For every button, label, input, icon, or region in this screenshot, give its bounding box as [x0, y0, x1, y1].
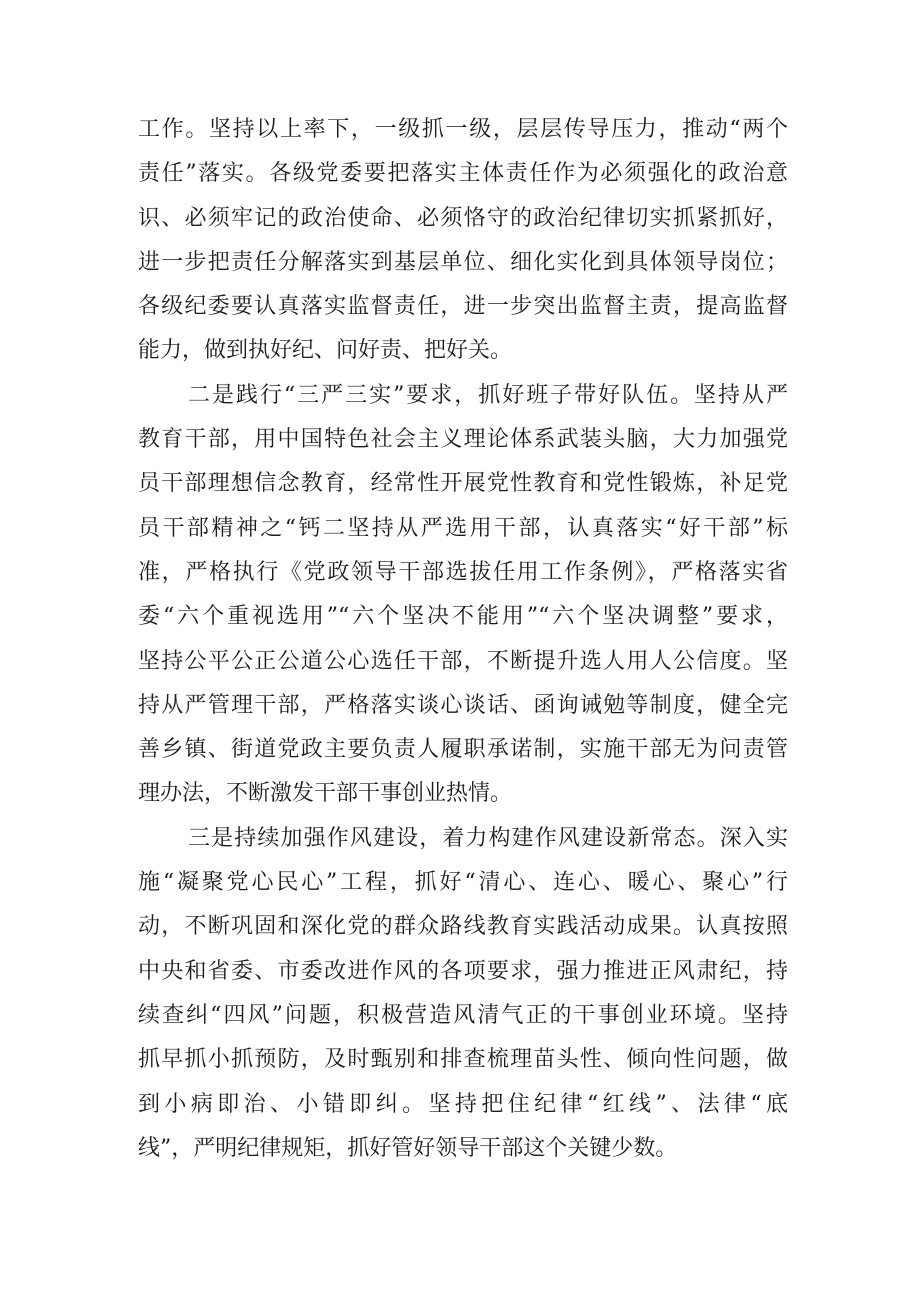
text-line: 续查纠“四风”问题，积极营造风清气正的干事创业环境。坚持 — [138, 1002, 788, 1028]
text-line: 持从严管理干部，严格落实谈心谈话、函询诫勉等制度，健全完 — [138, 692, 788, 718]
text-line: 教育干部，用中国特色社会主义理论体系武装头脑，大力加强党 — [138, 427, 788, 453]
text-line: 责任”落实。各级党委要把落实主体责任作为必须强化的政治意 — [138, 161, 788, 187]
paragraph-2 — [138, 374, 788, 817]
text-line: 识、必须牢记的政治使命、必须恪守的政治纪律切实抓紧抓好， — [138, 205, 788, 231]
text-line: 善乡镇、街道党政主要负责人履职承诺制，实施干部无为问责管 — [138, 737, 788, 763]
text-line: 理办法，不断激发干部干事创业热情。 — [138, 781, 513, 807]
text-line: 能力，做到执好纪、问好责、把好关。 — [138, 338, 513, 364]
text-line: 三是持续加强作风建设，着力构建作风建设新常态。深入实 — [188, 825, 788, 851]
text-line: 抓早抓小抓预防，及时甄别和排查梳理苗头性、倾向性问题，做 — [138, 1047, 788, 1073]
text-line: 员干部精神之“钙二坚持从严选用干部，认真落实“好干部”标 — [138, 515, 788, 541]
text-line: 二是践行“三严三实”要求，抓好班子带好队伍。坚持从严 — [188, 382, 788, 408]
paragraph-1 — [138, 108, 788, 374]
paragraph-3 — [138, 817, 788, 1171]
text-line: 员干部理想信念教育，经常性开展党性教育和党性锻炼，补足党 — [138, 471, 788, 497]
text-line: 委“六个重视选用”“六个坚决不能用”“六个坚决调整”要求， — [138, 604, 788, 630]
text-line: 工作。坚持以上率下，一级抓一级，层层传导压力，推动“两个 — [138, 117, 788, 142]
text-line: 进一步把责任分解落实到基层单位、细化实化到具体领导岗位； — [138, 249, 788, 275]
text-line: 线”，严明纪律规矩，抓好管好领导干部这个关键少数。 — [138, 1135, 678, 1161]
text-line: 动，不断巩固和深化党的群众路线教育实践活动成果。认真按照 — [138, 914, 788, 940]
text-line: 到小病即治、小错即纠。坚持把住纪律“红线”、法律“底 — [138, 1091, 788, 1117]
text-line: 准，严格执行《党政领导干部选拔任用工作条例》，严格落实省 — [138, 559, 788, 585]
body-text — [138, 108, 788, 1171]
text-line: 中央和省委、市委改进作风的各项要求，强力推进正风肃纪，持 — [138, 958, 788, 984]
text-line: 施“凝聚党心民心”工程，抓好“清心、连心、暖心、聚心”行 — [138, 870, 788, 896]
text-line: 坚持公平公正公道公心选任干部，不断提升选人用人公信度。坚 — [138, 648, 788, 674]
text-line: 各级纪委要认真落实监督责任，进一步突出监督主责，提高监督 — [138, 294, 788, 320]
